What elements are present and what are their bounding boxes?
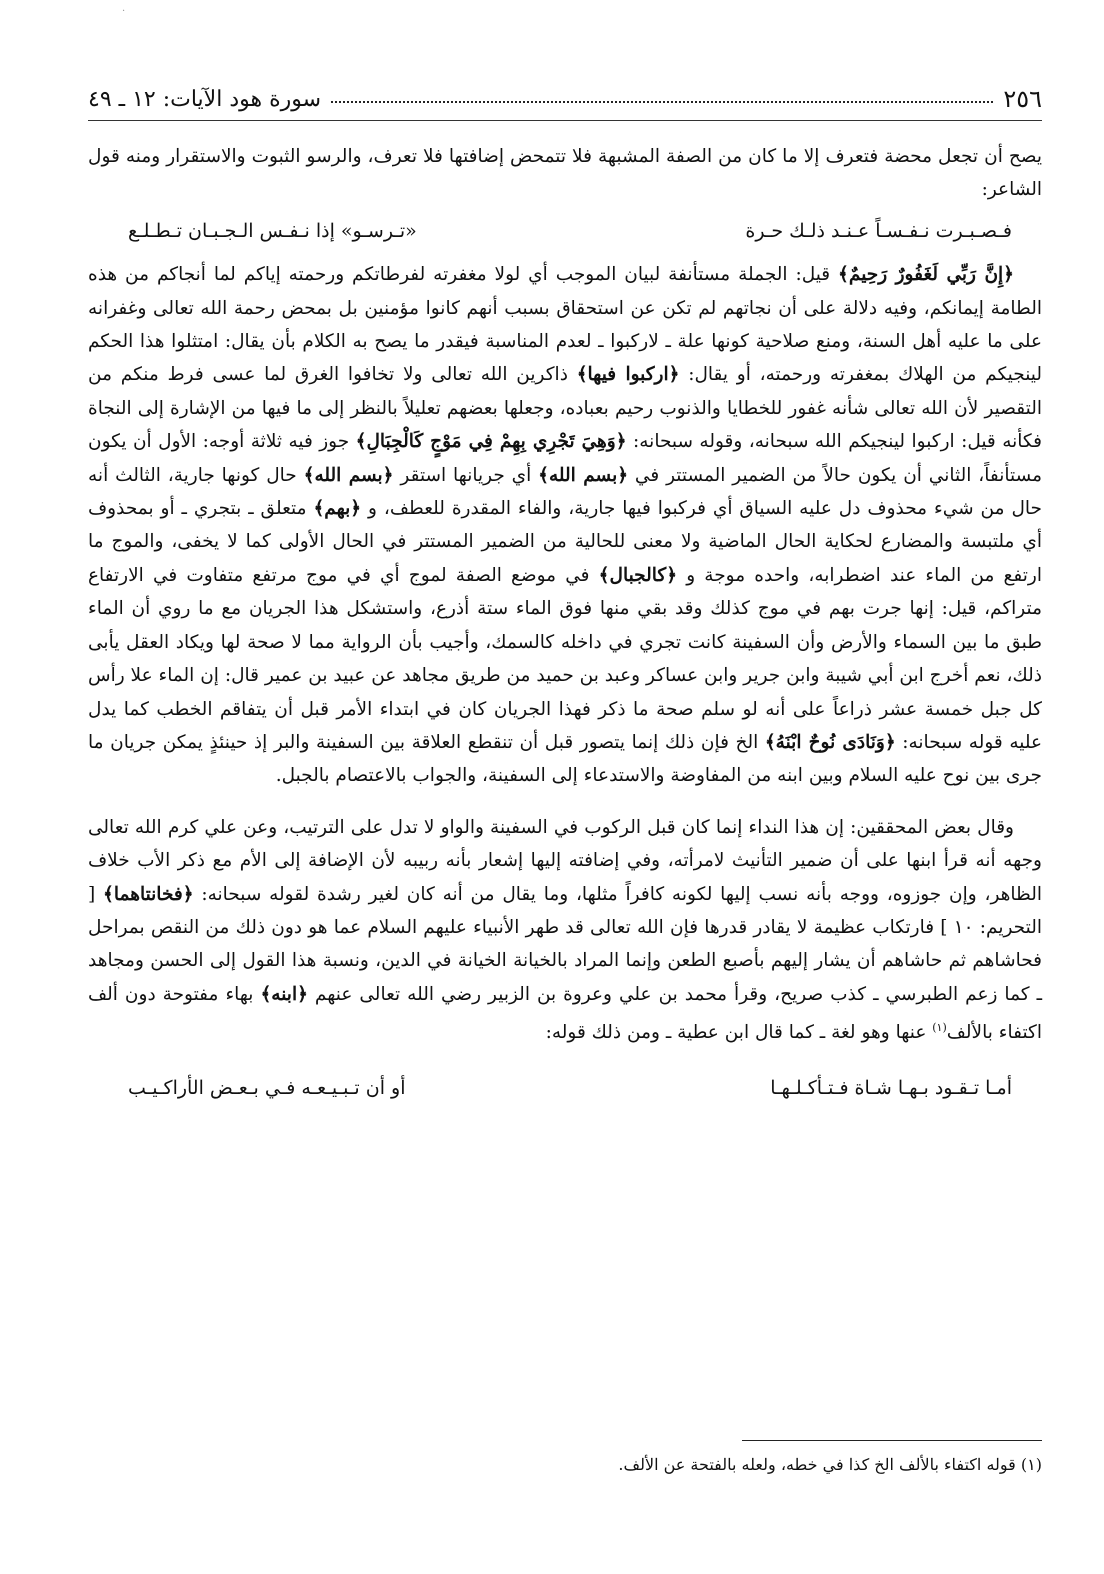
scan-mark: · <box>122 6 126 17</box>
quran-quote: ﴿بسم الله﴾ <box>538 464 629 486</box>
page-number: ٢٥٦ <box>1003 85 1042 113</box>
quran-quote: ﴿كالجبال﴾ <box>598 564 678 586</box>
paragraph-text: قيل: الجملة مستأنفة لبيان الموجب أي لولا مغفرته لفرطاتكم ورحمته إياكم لما أنجاكم من هذه الطامة إيمانكم، وفيه دلالة على أن نجاتهم لم تكن عن استحقاق بسبب أنهم كانوا مؤمنين بل بمحض رحمة الله تعالى وغفرانه على ما عليه أهل السنة، ومنع صلاحية كونها علة ـ لاركبوا ـ لعدم المناسبة فيقدر ما يصح به الكلام بأن يقال: امتثلوا هذا الحكم لينجيكم من الهلاك بمغفرته ورحمته، أو يقال: <box>88 264 1042 386</box>
poem-verse-2 <box>88 1070 1042 1107</box>
footnote: (١) قوله اكتفاء بالألف الخ كذا في خطه، ولعله بالفتحة عن الألف. <box>618 1455 1042 1474</box>
quran-quote: ﴿فخانتاهما﴾ <box>103 883 194 905</box>
verse-1-first-hemistich: فـصـبـرت نـفـسـاً عـنـد ذلـك حـرة <box>745 219 1012 242</box>
paragraph-text: بهاء مفتوحة دون ألف اكتفاء بالألف <box>88 983 1042 1044</box>
paragraph-text: ذاكرين الله تعالى ولا تخافوا الغرق لما عسى فرط منكم من التقصير لأن الله تعالى شأنه غفور للخطايا والذنوب رحيم بعباده، وجعلها بعضهم تعليلاً بالنظر إلى ما فيها من الإشارة إلى النجاة فكأنه قيل: اركبوا لينجيكم الله سبحانه، وقوله سبحانه: <box>88 364 1042 453</box>
footnote-divider <box>742 1440 1042 1441</box>
quran-quote: ﴿وَنَادَى نُوحٌ ابْنَهُ﴾ <box>764 731 896 753</box>
paragraph-text: متعلق ـ بتجري ـ أو بمحذوف أي ملتبسة والمضارع لحكاية الحال الماضية ولا معنى للحالية من الضمير المستتر في الحال الأولى كما لا يخفى، والموج ما ارتفع من الماء عند اضطرابه، واحده موجة و <box>88 498 1042 586</box>
paragraph-text: حال كونها جارية، الثالث أنه حال من شيء محذوف دل عليه السياق أي فركبوا فيها جارية، والفاء المقدرة للعطف، و <box>88 464 1042 520</box>
page-body <box>88 140 1042 1115</box>
verse-2-second-hemistich: أو أن تـبـيـعـه فـي بـعـض الأراكـيـب <box>128 1076 406 1099</box>
footnote-reference[interactable]: (١) <box>932 1021 947 1035</box>
quran-quote: ﴿بسم الله﴾ <box>303 464 394 486</box>
verse-1-second-hemistich: «تـرسـو» إذا نـفـس الـجـبـان تـطـلـع <box>128 219 417 242</box>
paragraph-3 <box>88 811 1042 1050</box>
paragraph-text: [ التحريم: ١٠ ] فارتكاب عظيمة لا يقادر قدرها فإن الله تعالى قد طهر الأنبياء عليهم السلام عما هو دون ذلك من النقص بمراحل فحاشاهم ثم حاشاهم أن يشار إليهم بأصبع الطعن وإنما المراد بالخيانة الخيانة في الدين، ونسبة هذا القول إلى الحسن ومجاهد ـ كما زعم الطبرسي ـ كذب صريح، وقرأ محمد بن علي وعروة بن الزبير رضي الله تعالى عنهم <box>88 883 1042 1005</box>
paragraph-text: الخ فإن ذلك إنما يتصور قبل أن تنقطع العلاقة بين السفينة والبر إذ حينئذٍ يمكن جريان ما جرى بين نوح عليه السلام وبين ابنه من المفاوضة والاستدعاء إلى السفينة، والجواب بالاعتصام بالجبل. <box>88 731 1042 787</box>
quran-quote: ﴿إِنَّ رَبِّي لَغَفُورٌ رَحِيمٌ﴾ <box>838 264 1015 286</box>
paragraph-2 <box>88 258 1042 793</box>
quran-quote: ﴿بهم﴾ <box>313 498 362 520</box>
paragraph-text: جوز فيه ثلاثة أوجه: الأول أن يكون مستأنفاً، الثاني أن يكون حالاً من الضمير المستتر في <box>88 431 1042 486</box>
paragraph-1: يصح أن تجعل محضة فتعرف إلا ما كان من الصفة المشبهة فلا تتمحض إضافتها فلا تعرف، والرسو الثبوت والاستقرار ومنه قول الشاعر: <box>88 146 1042 201</box>
quran-quote: ﴿اركبوا فيها﴾ <box>576 364 680 386</box>
poem-verse-1 <box>88 213 1042 250</box>
paragraph-text: أي جريانها استقر <box>393 464 539 486</box>
quran-quote: ﴿ابنه﴾ <box>260 983 308 1005</box>
paragraph-text: في موضع الصفة لموج أي في موج مرتفع متفاوت في الارتفاع متراكم، قيل: إنها جرت بهم في موج كذلك وقد بقي منها فوق الماء ستة أذرع، واستشكل هذا الجريان مع ما روي أن الماء طبق ما بين السماء والأرض وأن السفينة كانت تجري في داخله كالسمك، وأجيب بأن الرواية مما لا صحة لها ويكاد العقل يأبى ذلك، نعم أخرج ابن أبي شيبة وابن جرير وابن عساكر وعبد بن حميد من طريق مجاهد عن عبيد بن عمير قال: إن الماء علا رأس كل جبل خمسة عشر ذراعاً على أنه لو سلم صحة ما ذكر فهذا الجريان كان في ابتداء الأمر قبل أن يتفاقم الخطب كما يدل عليه قوله سبحانه: <box>88 564 1042 753</box>
paragraph-text: وقال بعض المحققين: إن هذا النداء إنما كان قبل الركوب في السفينة والواو لا تدل على الترتيب، وعن علي كرم الله تعالى وجهه أنه قرأ ابنها على أن ضمير التأنيث لامرأته، وفي إضافته إليها إشعار بأنه ربيبه لأن الإضافة إلى الأم مع ذكر الأب خلاف الظاهر، وإن جوزوه، ووجه بأنه نسب إليها لكونه كافراً مثلها، وما يقال من أنه كان لغير رشدة لقوله سبحانه: <box>88 816 1042 905</box>
running-title: سورة هود الآيات: ١٢ ـ ٤٩ <box>88 86 322 112</box>
quran-quote: ﴿وَهِيَ تَجْرِي بِهِمْ فِي مَوْجٍ كَالْجِبَالِ﴾ <box>355 431 627 453</box>
page-header <box>88 78 1042 121</box>
paragraph-text: عنها وهو لغة ـ كما قال ابن عطية ـ ومن ذلك قوله: <box>545 1022 933 1044</box>
header-dotted-leader <box>331 101 993 103</box>
verse-2-first-hemistich: أمـا تـقـود بـهـا شـاة فـتـأكـلـهـا <box>770 1076 1012 1099</box>
